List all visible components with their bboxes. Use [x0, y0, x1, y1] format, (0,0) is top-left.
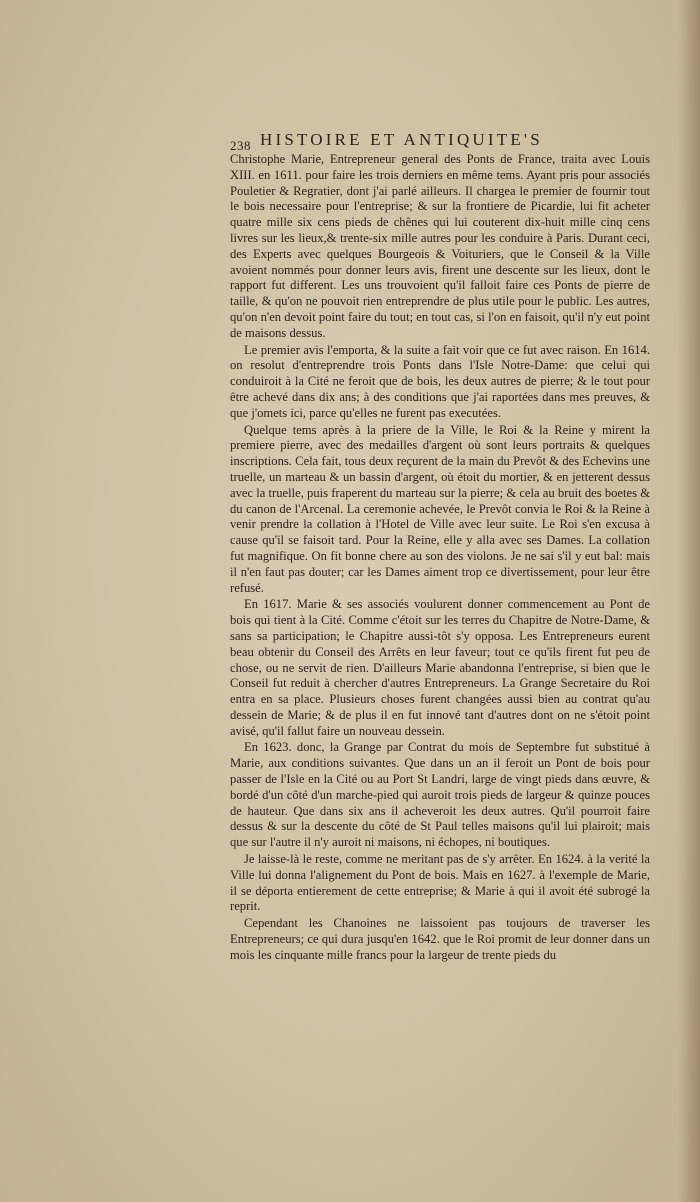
page-header [230, 130, 650, 154]
paragraph: Quelque tems après à la priere de la Ville, le Roi & la Reine y mirent la premiere pierre, avec des medailles d'argent où sont leurs portraits & quelques inscriptions. Cela fait, tous deux reçurent de la main du Prevôt & des Echevins une truelle, un marteau & un bassin d'argent, où étoit du mortier, & en jetterent dessus avec la truelle, puis fraperent du marteau sur la pierre; & cela au bruit des boetes & du canon de l'Arcenal. La ceremonie achevée, le Prevôt convia le Roi & la Reine à venir prendre la collation à l'Hotel de Ville avec leur suite. Le Roi s'en excusa à cause qu'il se faisoit tard. Pour la Reine, elle y alla avec ses Dames. La collation fut magnifique. On fit bonne chere au son des violons. Je ne sai s'il y eut bal: mais il n'en faut pas douter; car les Dames aiment trop ce divertissement, pour leur être refusé. [230, 422, 650, 595]
paragraph: Christophe Marie, Entrepreneur general des Ponts de France, traita avec Louis XIII. en 1611. pour faire les trois derniers en même tems. Ayant pris pour associés Pouletier & Regratier, dont j'ai parlé ailleurs. Il chargea le premier de fournir tout le bois necessaire pour l'entreprise; & sur la frontiere de Picardie, lui fit acheter quatre mille six cens pieds de chênes qui lui couterent dix-huit mille cinq cens livres sur les lieux,& trente-six mille autres pour les conduire à Paris. Durant ceci, des Experts avec quelques Bourgeois & Voituriers, que le Conseil & la Ville avoient nommés pour donner leurs avis, firent une descente sur les lieux, dont le rapport fut different. Les uns trouvoient qu'il falloit faire ces Ponts de pierre de taille, & qu'on ne pouvoit rien entreprendre de plus utile pour le public. Les autres, qu'on n'en devoit point faire du tout; en tout cas, si l'on en faisoit, qu'il n'y eut point de maisons dessus. [230, 152, 650, 340]
paragraph: Le premier avis l'emporta, & la suite a fait voir que ce fut avec raison. En 1614. on resolut d'entreprendre trois Ponts dans l'Isle Notre-Dame: que celui qui conduiroit à la Cité ne feroit que de bois, les deux autres de pierre; & le tout pour être achevé dans dix ans; à des conditions que j'ai raportées dans mes preuves, & que j'omets ici, parce qu'elles ne furent pas executées. [230, 342, 650, 420]
page-number: 238 [230, 138, 251, 153]
running-title: HISTOIRE ET ANTIQUITE'S [260, 130, 543, 149]
body-text [230, 152, 650, 964]
paragraph: En 1623. donc, la Grange par Contrat du mois de Septembre fut substitué à Marie, aux conditions suivantes. Que dans un an il feroit un Pont de bois pour passer de l'Isle en la Cité ou au Port St Landri, large de vingt pieds dans œuvre, & bordé d'un côté d'un marche-pied qui auroit trois pieds de largeur & quinze pouces de hauteur. Que dans six ans il acheveroit les deux autres. Qu'il pourroit faire dessus & sur la descente du côté de St Paul telles maisons qu'il lui plairoit; mais que sur l'autre il n'y auroit ni maisons, ni échopes, ni boutiques. [230, 740, 650, 850]
paragraph: En 1617. Marie & ses associés voulurent donner commencement au Pont de bois qui tient à la Cité. Comme c'étoit sur les terres du Chapitre de Notre-Dame, & sans sa participation; le Chapitre aussi-tôt s'y opposa. Les Entrepreneurs eurent beau obtenir du Conseil des Arrêts en leur faveur; tout ce qu'ils firent fut peu de chose, ou ne servit de rien. D'ailleurs Marie abandonna l'entreprise, si bien que le Conseil fut reduit à chercher d'autres Entrepreneurs. La Grange Secretaire du Roi entra en sa place. Plusieurs choses furent changées aussi bien au contrat qu'au dessein de Marie; & de plus il en fut innové tant d'autres dont on ne s'étoit point avisé, qu'il fallut faire un nouveau dessein. [230, 597, 650, 738]
paragraph: Cependant les Chanoines ne laissoient pas toujours de traverser les Entrepreneurs; ce qui dura jusqu'en 1642. que le Roi promit de leur donner dans un mois les cinquante mille francs pour la largeur de trente pieds du [230, 916, 650, 962]
paragraph: Je laisse-là le reste, comme ne meritant pas de s'y arrêter. En 1624. à la verité la Ville lui donna l'alignement du Pont de bois. Mais en 1627. à l'exemple de Marie, il se déporta entierement de cette entreprise; & Marie à qui il avoit été subrogé la reprit. [230, 852, 650, 914]
